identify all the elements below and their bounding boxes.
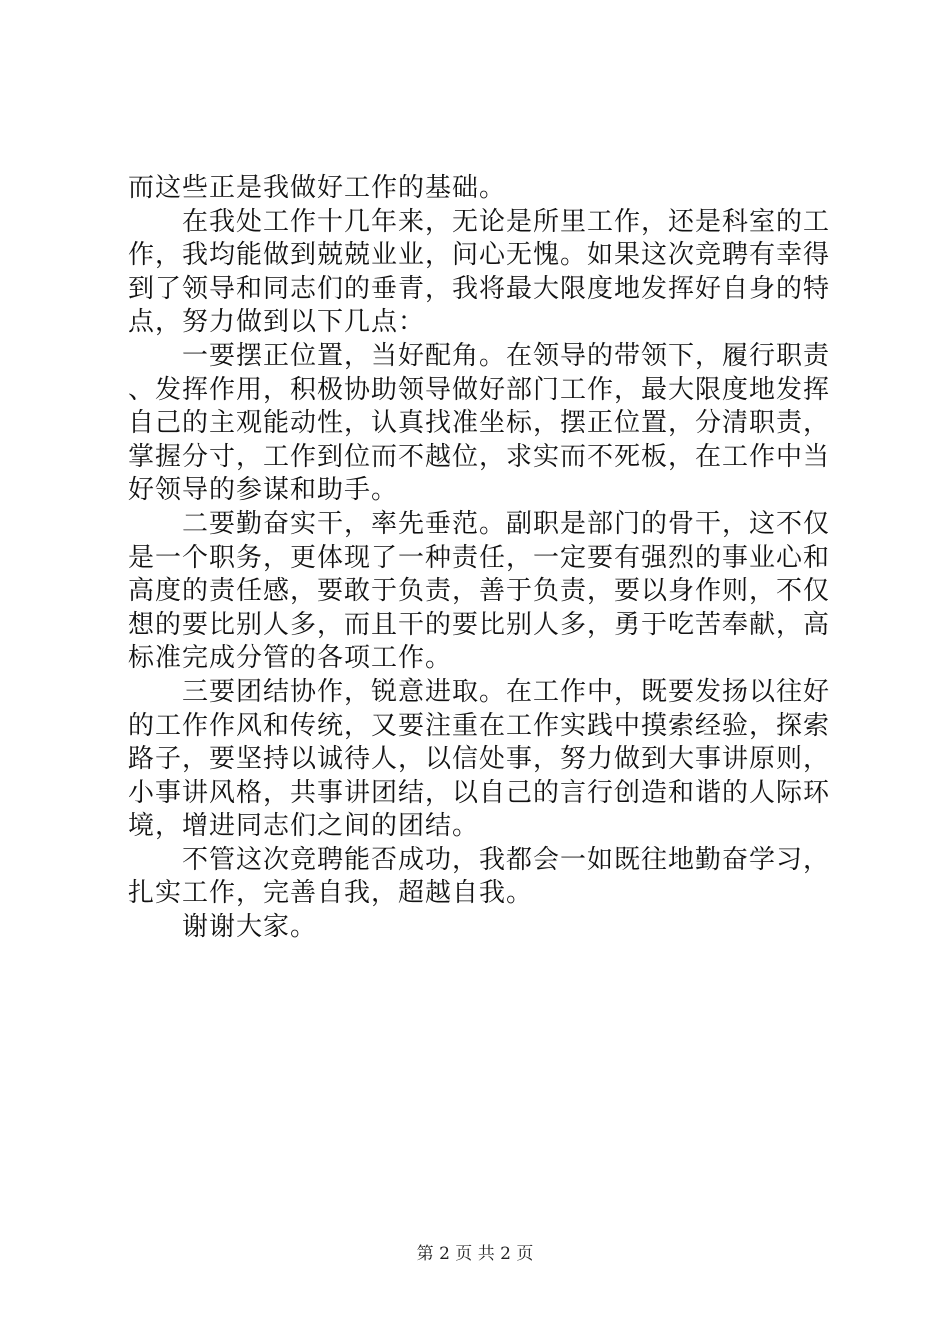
page-footer bbox=[0, 1243, 950, 1265]
paragraph-continuation: 而这些正是我做好工作的基础。 bbox=[128, 173, 507, 203]
paragraph-thanks: 谢谢大家。 bbox=[182, 912, 318, 943]
document-body bbox=[128, 172, 840, 945]
paragraph-point-one: 一要摆正位置，当好配角。在领导的带领下，履行职责、发挥作用，积极协助领导做好部门工作，最大限度地发挥自己的主观能动性，认真找准坐标，摆正位置，分清职责，掌握分寸，工作到位而不越位，求实而不死板，在工作中当好领导的参谋和助手。 bbox=[128, 340, 831, 506]
paragraph-closing: 不管这次竞聘能否成功，我都会一如既往地勤奋学习，扎实工作，完善自我，超越自我。 bbox=[128, 844, 831, 909]
paragraph-point-three: 三要团结协作，锐意进取。在工作中，既要发扬以往好的工作作风和传统，又要注重在工作实践中摸索经验，探索路子，要坚持以诚待人，以信处事，努力做到大事讲原则，小事讲风格，共事讲团结，以自己的言行创造和谐的人际环境，增进同志们之间的团结。 bbox=[128, 676, 831, 842]
paragraph-intro: 在我处工作十几年来，无论是所里工作，还是科室的工作，我均能做到兢兢业业，问心无愧。如果这次竞聘有幸得到了领导和同志们的垂青，我将最大限度地发挥好自身的特点，努力做到以下几点： bbox=[128, 206, 831, 338]
paragraph-point-two: 二要勤奋实干，率先垂范。副职是部门的骨干，这不仅是一个职务，更体现了一种责任，一定要有强烈的事业心和高度的责任感，要敢于负责，善于负责，要以身作则，不仅想的要比别人多，而且干的要比别人多，勇于吃苦奉献，高标准完成分管的各项工作。 bbox=[128, 508, 831, 674]
page-number-label: 第 2 页 共 2 页 bbox=[416, 1244, 534, 1264]
